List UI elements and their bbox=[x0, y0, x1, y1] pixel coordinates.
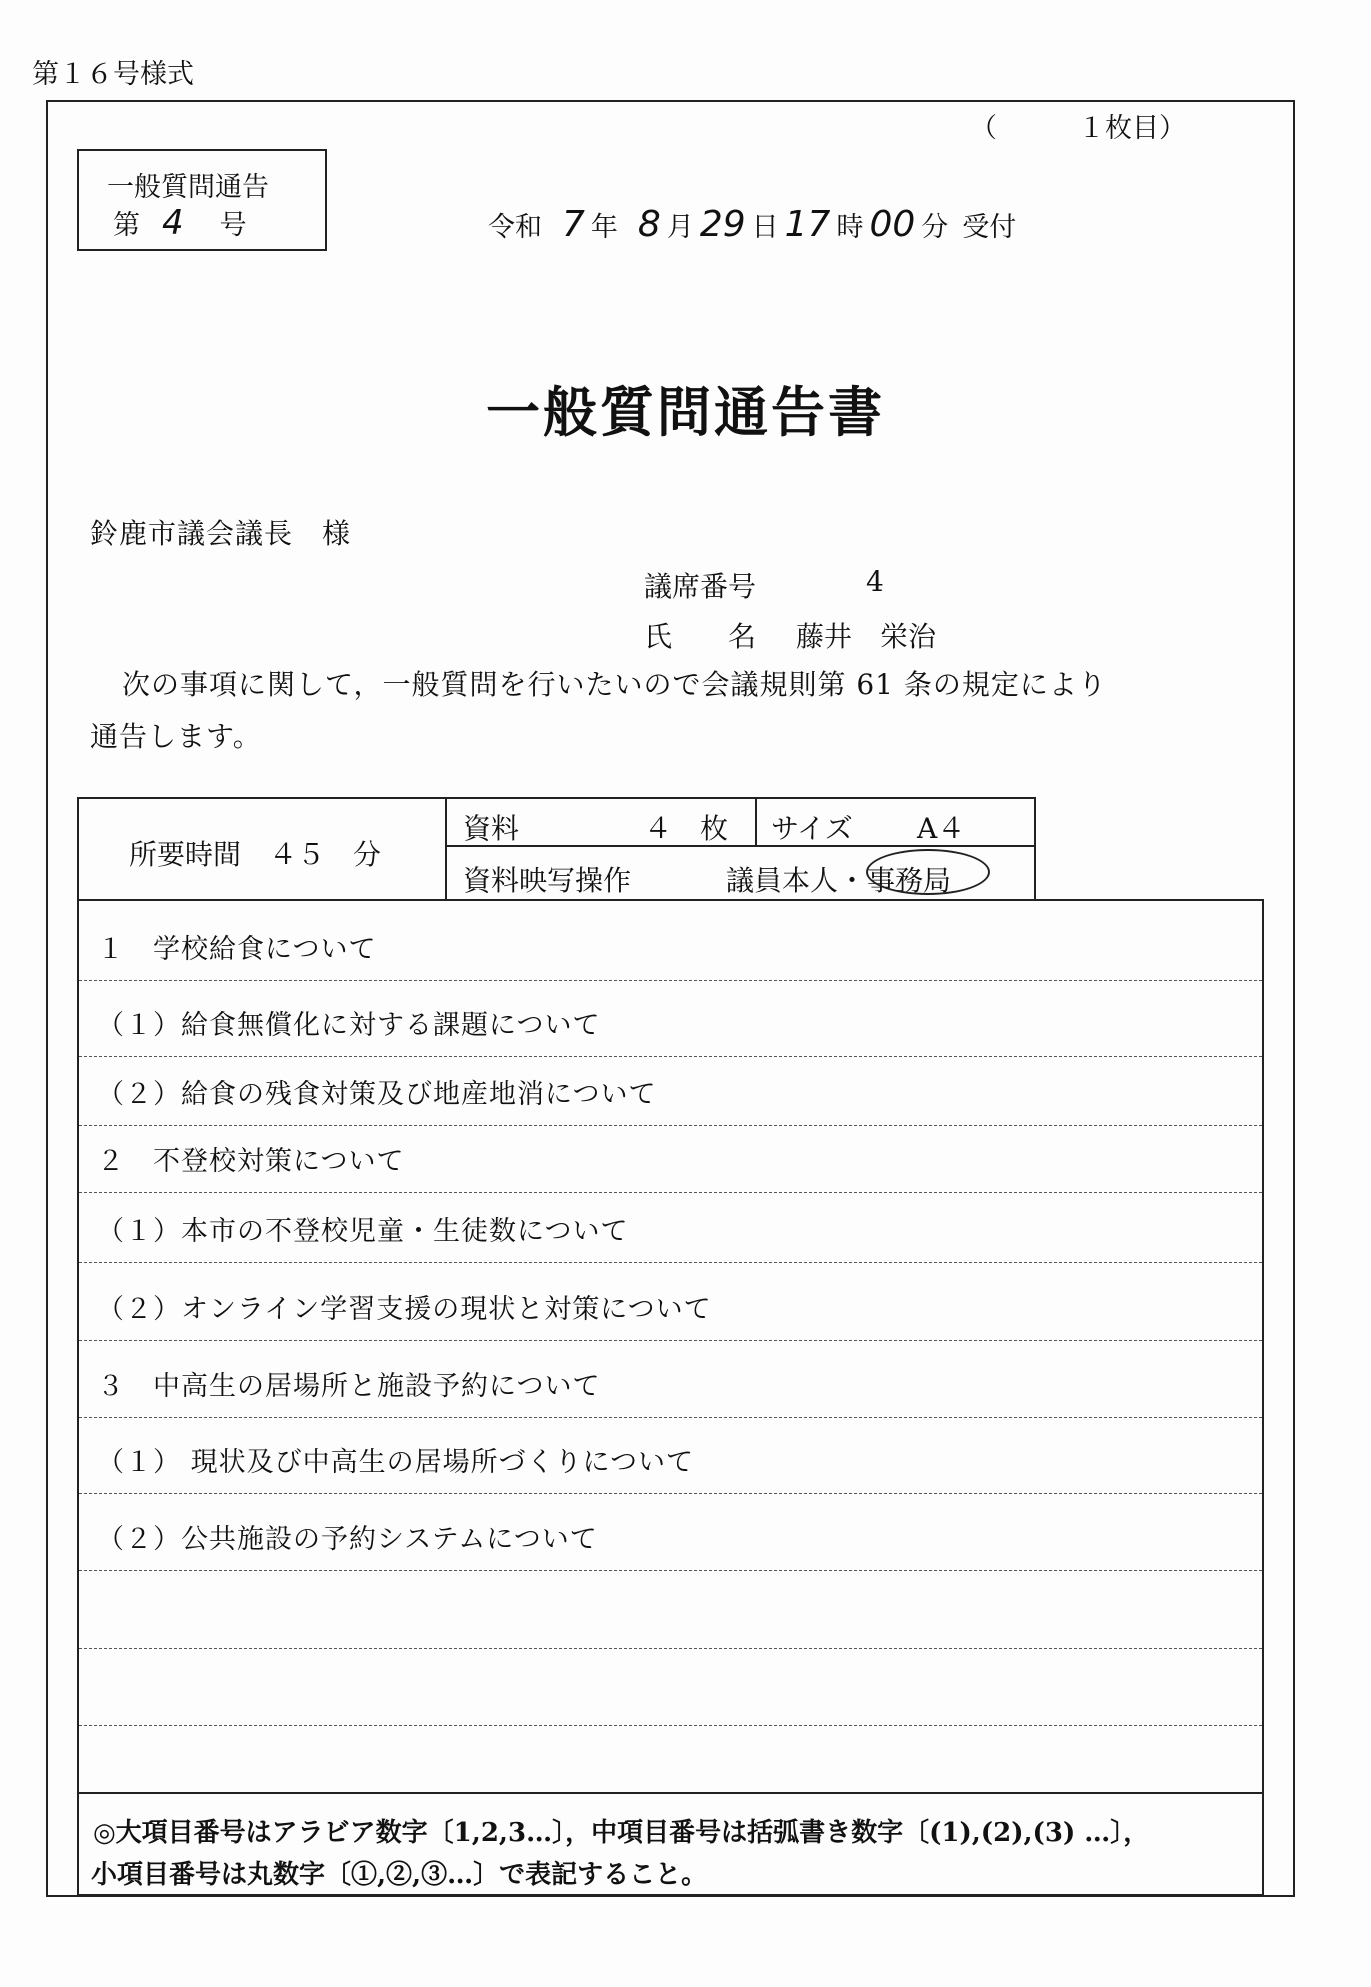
notice-number: 4 bbox=[162, 203, 184, 243]
materials-box bbox=[445, 797, 757, 847]
receipt-status: 受付 bbox=[962, 212, 1017, 243]
seat-number bbox=[644, 565, 884, 605]
list-item: （１）本市の不登校児童・生徒数について bbox=[79, 1193, 1262, 1263]
size-value: A４ bbox=[917, 812, 966, 845]
size-label: サイズ bbox=[771, 812, 853, 845]
form-number-label: 第１６号様式 bbox=[32, 59, 194, 90]
list-item bbox=[79, 1571, 1262, 1649]
receipt-hour: 17 bbox=[784, 204, 831, 245]
receipt-hour-unit: 時 bbox=[836, 212, 864, 243]
receipt-year-unit: 年 bbox=[590, 212, 618, 243]
list-item: ２ 不登校対策について bbox=[79, 1126, 1262, 1193]
notice-label: 一般質問通告 bbox=[107, 172, 269, 203]
required-time: 所要時間 ４５ 分 bbox=[129, 838, 382, 871]
notice-gou: 号 bbox=[219, 210, 247, 241]
list-item: ３ 中高生の居場所と施設予約について bbox=[79, 1341, 1262, 1418]
required-time-box bbox=[77, 797, 447, 901]
sheet-count: （ １枚目） bbox=[970, 113, 1186, 144]
footer-note-box bbox=[77, 1792, 1264, 1896]
question-items-table bbox=[77, 899, 1264, 1794]
list-item: （２）給食の残食対策及び地産地消について bbox=[79, 1057, 1262, 1126]
receipt-month: 8 bbox=[637, 204, 661, 245]
seat-number-value: 4 bbox=[866, 565, 884, 598]
list-item: １ 学校給食について bbox=[79, 901, 1262, 981]
materials-count: ４ 枚 bbox=[644, 812, 729, 845]
member-name-value: 藤井 栄治 bbox=[796, 620, 937, 653]
member-name bbox=[644, 615, 937, 655]
selection-circle bbox=[866, 849, 990, 895]
receipt-day-unit: 日 bbox=[751, 212, 779, 243]
materials-label: 資料 bbox=[463, 812, 520, 845]
notice-number-box bbox=[77, 149, 327, 251]
receipt-era: 令和 bbox=[488, 212, 542, 243]
body-text-line-2: 通告します。 bbox=[90, 720, 262, 753]
seat-number-label: 議席番号 bbox=[644, 570, 757, 603]
member-name-label: 氏 名 bbox=[644, 620, 757, 653]
receipt-month-unit: 月 bbox=[666, 212, 694, 243]
list-item: （２）オンライン学習支援の現状と対策について bbox=[79, 1263, 1262, 1341]
receipt-year: 7 bbox=[562, 204, 585, 245]
footer-note-line-2: 小項目番号は丸数字〔①,②,③…〕で表記すること。 bbox=[91, 1860, 708, 1890]
list-item: （２）公共施設の予約システムについて bbox=[79, 1494, 1262, 1571]
receipt-minute: 00 bbox=[869, 204, 916, 245]
list-item: （１）給食無償化に対する課題について bbox=[79, 981, 1262, 1057]
receipt-datetime bbox=[488, 204, 1016, 245]
footer-note-line-1: ◎大項目番号はアラビア数字〔1,2,3…〕，中項目番号は括弧書き数字〔(1),(2),(3) …〕， bbox=[93, 1818, 1150, 1848]
list-item: （１） 現状及び中高生の居場所づくりについて bbox=[79, 1418, 1262, 1494]
list-item bbox=[79, 1649, 1262, 1726]
notice-dai: 第 bbox=[113, 210, 140, 241]
projection-option-member: 議員本人・ bbox=[726, 864, 867, 897]
receipt-minute-unit: 分 bbox=[921, 212, 949, 243]
list-item bbox=[79, 1726, 1262, 1792]
projection-option-office: 事務局 bbox=[867, 864, 952, 897]
document-title: 一般質問通告書 bbox=[486, 380, 885, 444]
notice-number-line bbox=[113, 203, 247, 243]
size-box bbox=[755, 797, 1036, 847]
receipt-day: 29 bbox=[699, 204, 746, 245]
addressee: 鈴鹿市議会議長 様 bbox=[90, 517, 352, 550]
projection-label: 資料映写操作 bbox=[463, 864, 632, 897]
body-text-line-1: 次の事項に関して，一般質問を行いたいので会議規則第 61 条の規定により bbox=[122, 668, 1107, 701]
projection-box bbox=[445, 845, 1036, 901]
